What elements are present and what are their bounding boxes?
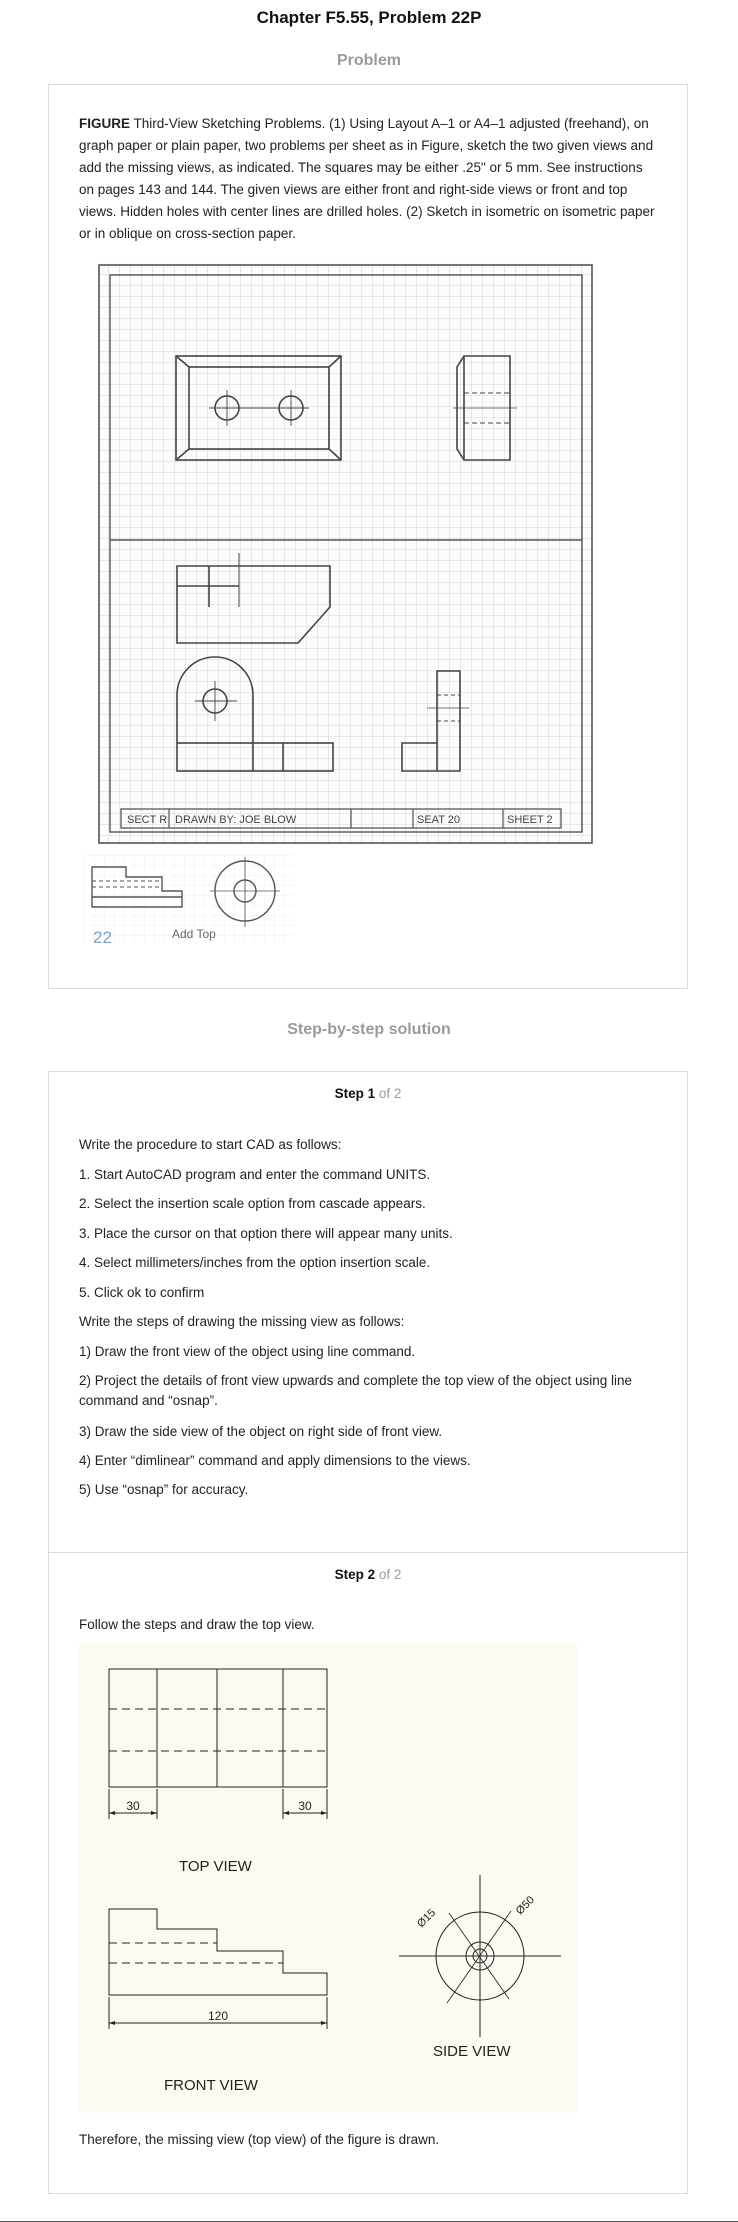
step1-line: 5. Click ok to confirm <box>79 1285 205 1300</box>
step2-intro: Follow the steps and draw the top view. <box>79 1617 315 1632</box>
step1-line: 3) Draw the side view of the object on right side of front view. <box>79 1424 443 1439</box>
step1-line: 2. Select the insertion scale option from cascade appears. <box>79 1196 426 1211</box>
page-title: Chapter F5.55, Problem 22P <box>256 8 482 27</box>
title-block-seat: SEAT 20 <box>417 814 461 826</box>
step1-line: 1. Start AutoCAD program and enter the command UNITS. <box>79 1167 431 1182</box>
top-view-label: TOP VIEW <box>179 1858 252 1875</box>
step2-conclusion: Therefore, the missing view (top view) of the figure is drawn. <box>79 2132 440 2147</box>
problem-22-sketch <box>84 855 304 955</box>
step1-line: 1) Draw the front view of the object using line command. <box>79 1344 416 1359</box>
step1-label: Step 1 <box>334 1086 376 1101</box>
solution-section-label: Step-by-step solution <box>287 1021 451 1038</box>
step1-line: Write the procedure to start CAD as follows: <box>79 1137 342 1152</box>
problem-text: Third-View Sketching Problems. (1) Using Layout A–1 or A4–1 adjusted (freehand), on graph paper or plain paper, two problems per sheet as in Figure, sketch the two given views and add the missing views, as indicated. The squares may be either .25" or 5 mm. See instructions on pages 143 and 144. The given views are either front and right-side views or front and top views. Hidden holes with center lines are drilled holes. (2) Sketch in isometric on isometric paper or in oblique on cross-section paper. <box>79 116 655 241</box>
step-divider <box>49 1552 687 1553</box>
problem-card <box>48 84 688 989</box>
step1-of: of 2 <box>378 1086 402 1101</box>
add-top-label: Add Top <box>172 927 216 941</box>
step1-line: 4) Enter “dimlinear” command and apply dimensions to the views. <box>79 1453 471 1468</box>
dim-front-width: 120 <box>207 2009 229 2023</box>
step1-line: 4. Select millimeters/inches from the option insertion scale. <box>79 1255 431 1270</box>
title-block-drawn-by: DRAWN BY: JOE BLOW <box>175 814 297 826</box>
step1-line: 3. Place the cursor on that option there will appear many units. <box>79 1226 453 1241</box>
dim-top-left: 30 <box>126 1799 140 1813</box>
step2-of: of 2 <box>378 1567 402 1582</box>
step1-line: 5) Use “osnap” for accuracy. <box>79 1482 249 1497</box>
side-view-label: SIDE VIEW <box>433 2043 511 2060</box>
title-block-sect: SECT R <box>127 814 168 826</box>
figure-word: FIGURE <box>79 116 131 131</box>
step1-line: Write the steps of drawing the missing view as follows: <box>79 1314 405 1329</box>
solution-card <box>48 1071 688 2194</box>
problem-number: 22 <box>93 928 112 947</box>
step2-heading <box>49 1567 687 1582</box>
problem-sketch-sheet <box>97 263 594 845</box>
title-block-sheet: SHEET 2 <box>507 814 553 826</box>
solution-cad-drawing <box>79 1643 577 2113</box>
problem-section-label: Problem <box>336 52 401 69</box>
dim-large-circle: Ø50 <box>513 1894 537 1918</box>
step1-heading <box>49 1086 687 1101</box>
problem-statement <box>79 113 659 245</box>
step1-line: 2) Project the details of front view upwards and complete the top view of the object using line command and “osnap”. <box>79 1373 633 1408</box>
dim-small-circle: Ø15 <box>414 1906 439 1931</box>
dim-top-right: 30 <box>298 1799 312 1813</box>
front-view-label: FRONT VIEW <box>164 2077 258 2094</box>
step2-label: Step 2 <box>334 1567 376 1582</box>
